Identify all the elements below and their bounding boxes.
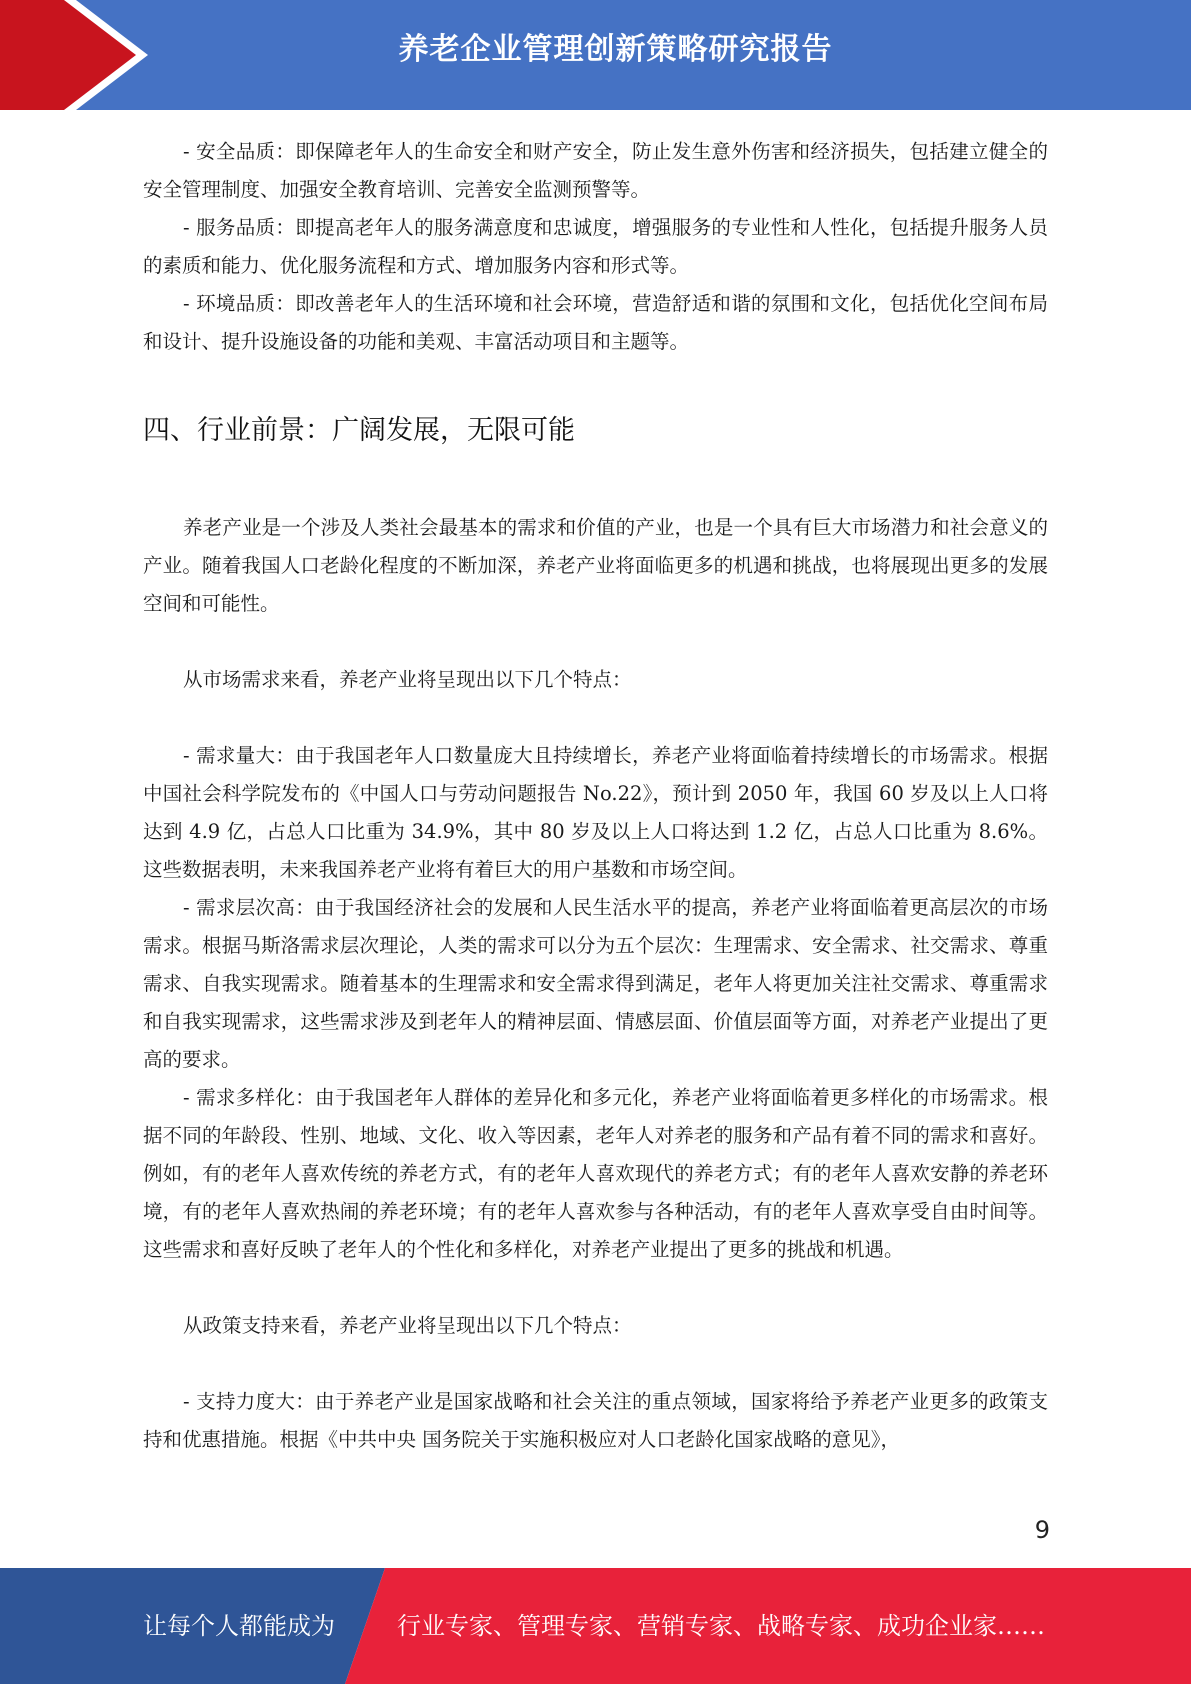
footer-slogan-right: 行业专家、管理专家、营销专家、战略专家、成功企业家……: [397, 1612, 1045, 1640]
intro-item: - 环境品质：即改善老年人的生活环境和社会环境，营造舒适和谐的氛围和文化，包括优化空间布局和设计、提升设施设备的功能和美观、丰富活动项目和主题等。: [143, 292, 1048, 353]
header-title: 养老企业管理创新策略研究报告: [398, 32, 833, 67]
footer-slogan-left: 让每个人都能成为: [143, 1612, 335, 1640]
intro-item: - 安全品质：即保障老年人的生命安全和财产安全，防止发生意外伤害和经济损失，包括建立健全的安全管理制度、加强安全教育培训、完善安全监测预警等。: [143, 140, 1048, 201]
page-number: 9: [1034, 1516, 1050, 1544]
market-item: - 需求层次高：由于我国经济社会的发展和人民生活水平的提高，养老产业将面临着更高层次的市场需求。根据马斯洛需求层次理论，人类的需求可以分为五个层次：生理需求、安全需求、社交需求、尊重需求、自我实现需求。随着基本的生理需求和安全需求得到满足，老年人将更加关注社交需求、尊重需求和自我实现需求，这些需求涉及到老年人的精神层面、情感层面、价值层面等方面，对养老产业提出了更高的要求。: [143, 896, 1048, 1071]
section-heading: 四、行业前景：广阔发展，无限可能: [143, 415, 575, 446]
page-footer: [0, 1568, 1191, 1684]
body-paragraph: 养老产业是一个涉及人类社会最基本的需求和价值的产业，也是一个具有巨大市场潜力和社会意义的产业。随着我国人口老龄化程度的不断加深，养老产业将面临更多的机遇和挑战，也将展现出更多的发展空间和可能性。: [143, 516, 1048, 615]
market-intro: 从市场需求来看，养老产业将呈现出以下几个特点：: [183, 668, 632, 691]
market-item: - 需求量大：由于我国老年人口数量庞大且持续增长，养老产业将面临着持续增长的市场需求。根据中国社会科学院发布的《中国人口与劳动问题报告 No.22》，预计到 2050 年，我国 60 岁及以上人口将达到 4.9 亿，占总人口比重为 34.9%，其中 80 岁及以上人口将达到 1.2 亿，占总人口比重为 8.6%。这些数据表明，未来我国养老产业将有着巨大的用户基数和市场空间。: [143, 744, 1048, 881]
document-body: [143, 133, 1048, 1459]
intro-item: - 服务品质：即提高老年人的服务满意度和忠诚度，增强服务的专业性和人性化，包括提升服务人员的素质和能力、优化服务流程和方式、增加服务内容和形式等。: [143, 216, 1048, 277]
policy-intro: 从政策支持来看，养老产业将呈现出以下几个特点：: [183, 1314, 632, 1337]
market-item: - 需求多样化：由于我国老年人群体的差异化和多元化，养老产业将面临着更多样化的市场需求。根据不同的年龄段、性别、地域、文化、收入等因素，老年人对养老的服务和产品有着不同的需求和喜好。例如，有的老年人喜欢传统的养老方式，有的老年人喜欢现代的养老方式；有的老年人喜欢安静的养老环境，有的老年人喜欢热闹的养老环境；有的老年人喜欢参与各种活动，有的老年人喜欢享受自由时间等。这些需求和喜好反映了老年人的个性化和多样化，对养老产业提出了更多的挑战和机遇。: [143, 1086, 1048, 1261]
policy-item: - 支持力度大：由于养老产业是国家战略和社会关注的重点领域，国家将给予养老产业更多的政策支持和优惠措施。根据《中共中央 国务院关于实施积极应对人口老龄化国家战略的意见》，: [143, 1390, 1048, 1451]
page-header: [0, 0, 1191, 110]
